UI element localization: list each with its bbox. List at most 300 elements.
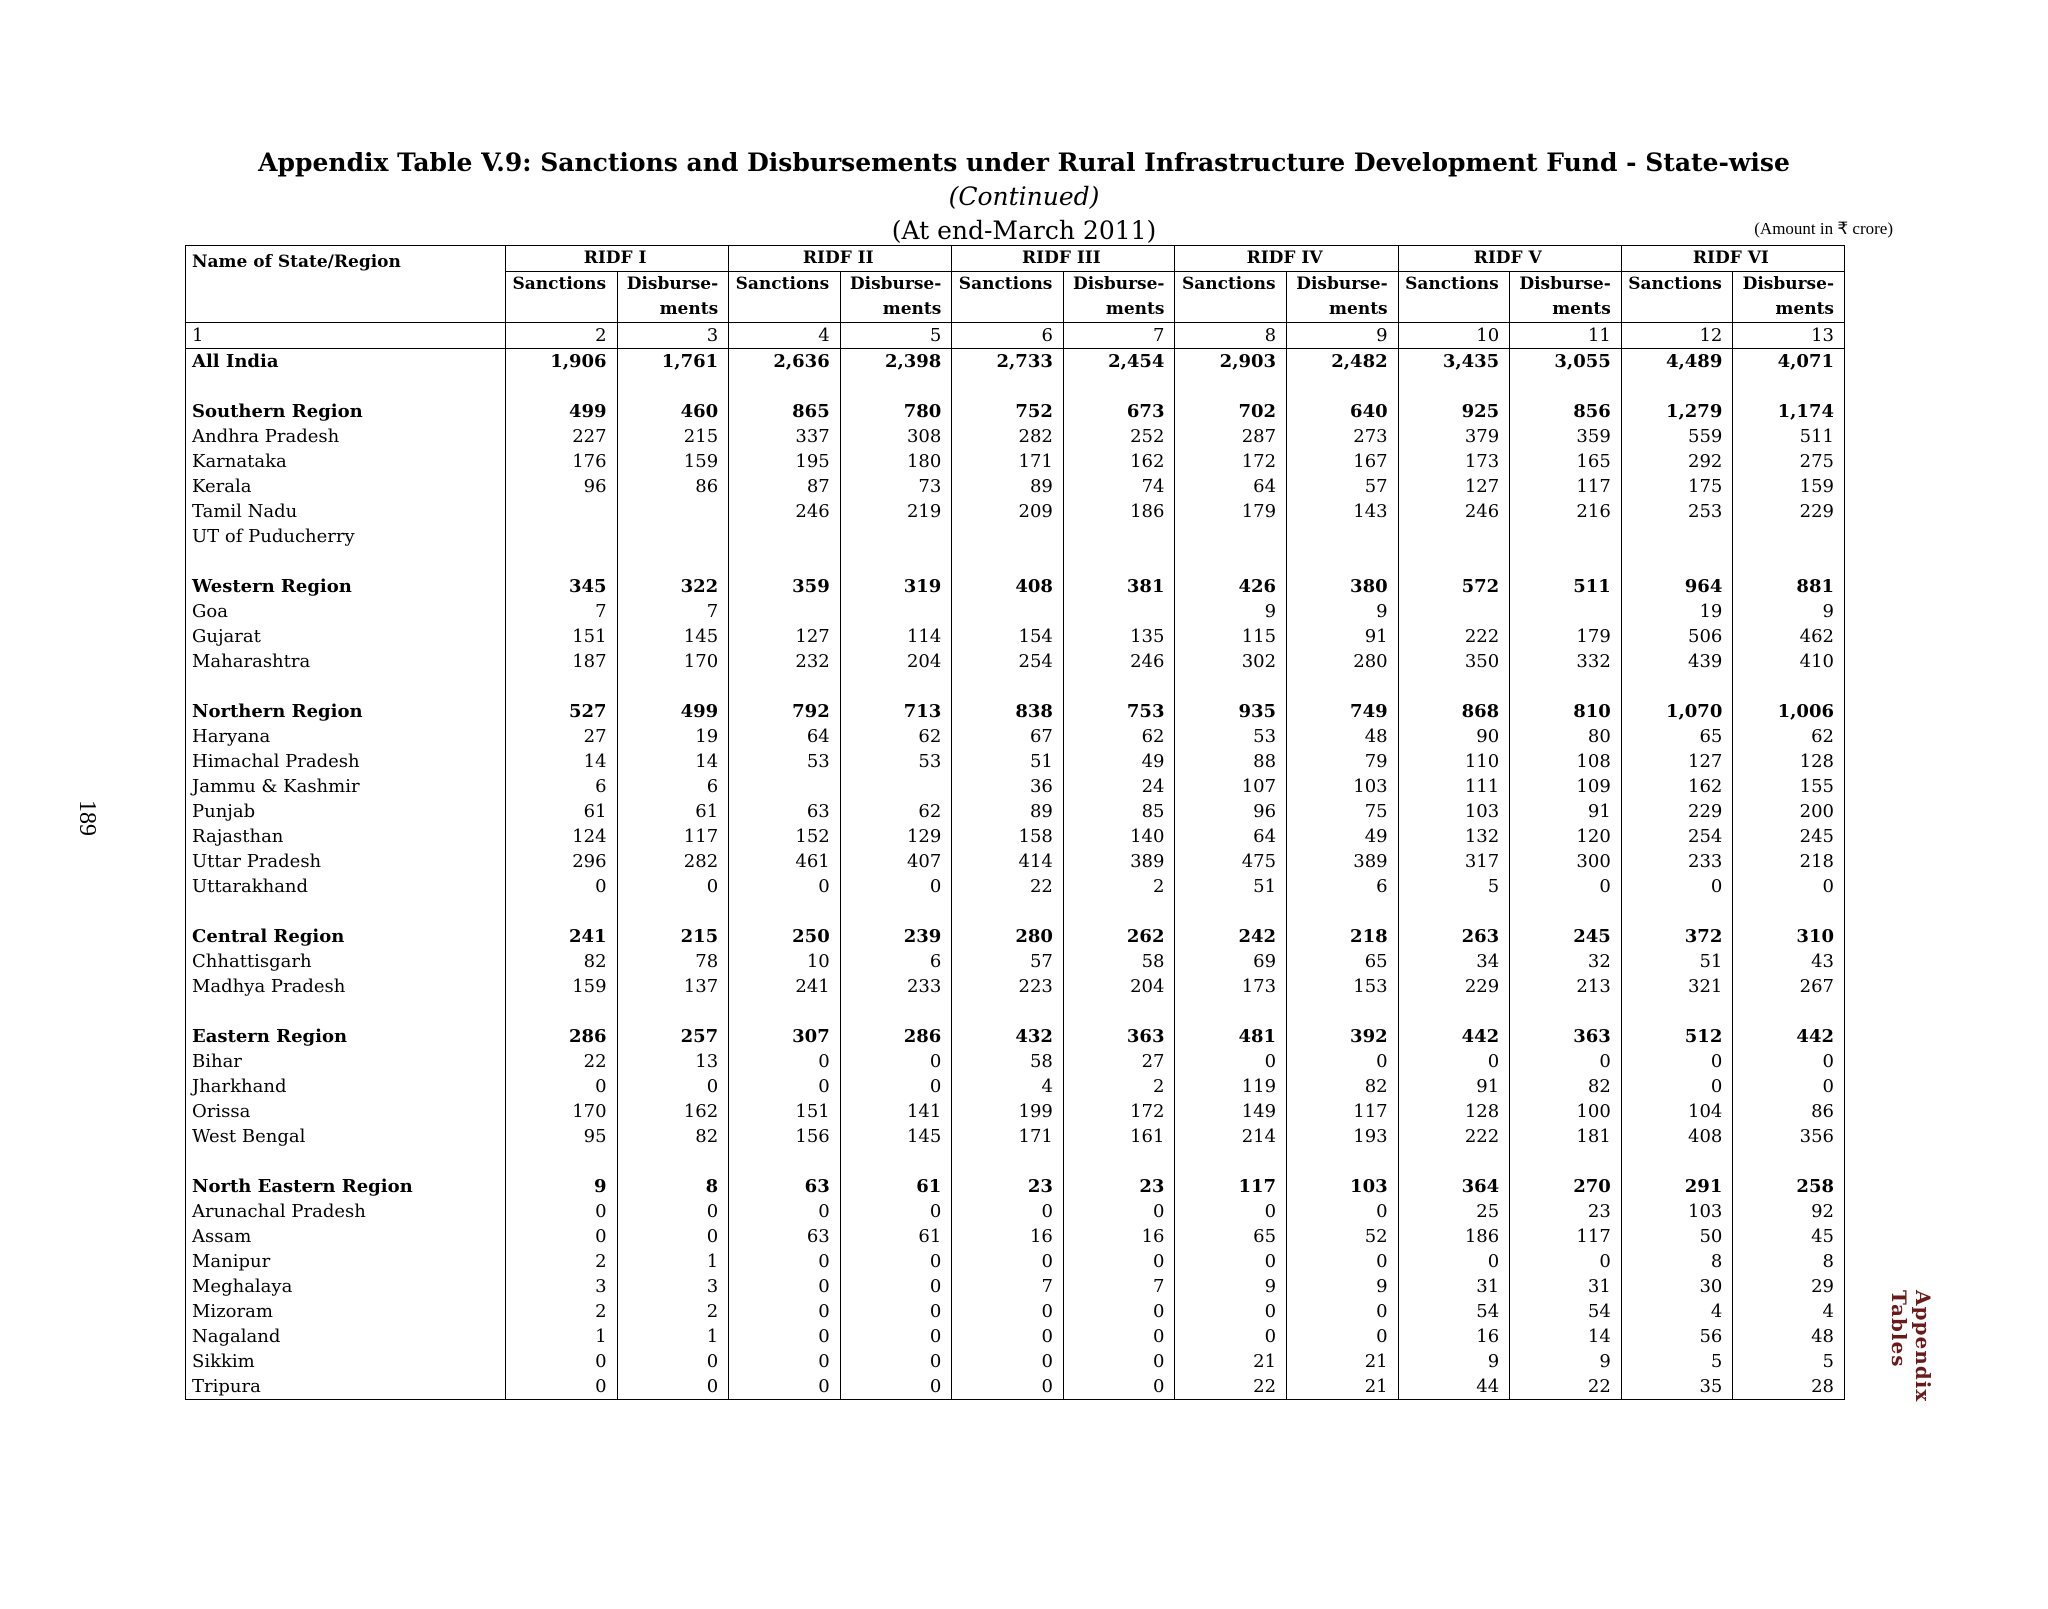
value-cell: 527 [506, 699, 618, 724]
value-cell: 245 [1510, 924, 1622, 949]
value-cell: 67 [952, 724, 1064, 749]
spacer-cell [1287, 374, 1399, 399]
value-cell: 159 [1733, 474, 1845, 499]
value-cell: 5 [1398, 874, 1510, 899]
value-cell: 6 [506, 774, 618, 799]
column-number: 6 [952, 323, 1064, 349]
value-cell: 135 [1063, 624, 1175, 649]
region-row [186, 699, 1845, 724]
value-cell: 173 [1175, 974, 1287, 999]
value-cell: 0 [729, 1249, 841, 1274]
value-cell: 103 [1621, 1199, 1733, 1224]
value-cell: 89 [952, 474, 1064, 499]
value-cell: 64 [729, 724, 841, 749]
value-cell: 0 [729, 1374, 841, 1400]
value-cell: 442 [1398, 1024, 1510, 1049]
value-cell: 86 [1733, 1099, 1845, 1124]
value-cell: 0 [840, 1249, 952, 1274]
state-row [186, 1249, 1845, 1274]
value-cell: 96 [506, 474, 618, 499]
value-cell: 408 [1621, 1124, 1733, 1149]
value-cell: 359 [729, 574, 841, 599]
value-cell: 95 [506, 1124, 618, 1149]
value-cell: 49 [1287, 824, 1399, 849]
value-cell: 0 [617, 1199, 729, 1224]
value-cell: 379 [1398, 424, 1510, 449]
spacer-cell [1063, 374, 1175, 399]
spacer-cell [186, 999, 506, 1024]
value-cell: 127 [729, 624, 841, 649]
value-cell: 3 [617, 1274, 729, 1299]
value-cell: 275 [1733, 449, 1845, 474]
value-cell: 4 [1621, 1299, 1733, 1324]
value-cell: 319 [840, 574, 952, 599]
value-cell: 62 [840, 724, 952, 749]
spacer-cell [1510, 1149, 1622, 1174]
value-cell: 120 [1510, 824, 1622, 849]
value-cell: 9 [1175, 1274, 1287, 1299]
value-cell: 512 [1621, 1024, 1733, 1049]
value-cell: 195 [729, 449, 841, 474]
value-cell: 0 [729, 1274, 841, 1299]
row-name: Uttar Pradesh [192, 851, 322, 872]
value-cell: 19 [617, 724, 729, 749]
value-cell: 302 [1175, 649, 1287, 674]
unit-note: (Amount in ₹ crore) [1754, 219, 1893, 238]
state-row [186, 724, 1845, 749]
value-cell: 749 [1287, 699, 1399, 724]
value-cell: 640 [1287, 399, 1399, 424]
value-cell: 8 [617, 1174, 729, 1199]
value-cell: 165 [1510, 449, 1622, 474]
value-cell: 296 [506, 849, 618, 874]
spacer-cell [506, 374, 618, 399]
spacer-cell [1063, 999, 1175, 1024]
value-cell: 0 [952, 1249, 1064, 1274]
spacer-cell [952, 899, 1064, 924]
page-number: 189 [74, 800, 100, 836]
value-cell: 0 [1175, 1324, 1287, 1349]
value-cell: 2,482 [1287, 349, 1399, 375]
value-cell: 856 [1510, 399, 1622, 424]
value-cell: 0 [1063, 1374, 1175, 1400]
value-cell: 91 [1287, 624, 1399, 649]
state-row [186, 1374, 1845, 1400]
value-cell: 0 [617, 1224, 729, 1249]
row-name: Uttarakhand [192, 876, 309, 897]
value-cell: 170 [617, 649, 729, 674]
value-cell [1063, 524, 1175, 549]
spacer-row [186, 899, 1845, 924]
value-cell: 250 [729, 924, 841, 949]
value-cell: 442 [1733, 1024, 1845, 1049]
region-row [186, 1024, 1845, 1049]
value-cell: 53 [840, 749, 952, 774]
value-cell: 219 [840, 499, 952, 524]
row-name: Karnataka [192, 451, 287, 472]
value-cell: 119 [1175, 1074, 1287, 1099]
value-cell: 53 [729, 749, 841, 774]
value-cell: 103 [1287, 774, 1399, 799]
value-cell: 350 [1398, 649, 1510, 674]
value-cell: 7 [506, 599, 618, 624]
value-cell: 152 [729, 824, 841, 849]
value-cell: 0 [729, 1299, 841, 1324]
row-name: Punjab [192, 801, 256, 822]
value-cell: 241 [729, 974, 841, 999]
value-cell: 0 [1398, 1249, 1510, 1274]
region-row [186, 399, 1845, 424]
value-cell: 0 [729, 1074, 841, 1099]
value-cell: 0 [1063, 1299, 1175, 1324]
spacer-cell [952, 674, 1064, 699]
value-cell: 24 [1063, 774, 1175, 799]
value-cell: 258 [1733, 1174, 1845, 1199]
value-cell: 200 [1733, 799, 1845, 824]
value-cell: 154 [952, 624, 1064, 649]
sanctions-header: Sanctions [506, 272, 618, 323]
value-cell: 0 [729, 1349, 841, 1374]
value-cell: 28 [1733, 1374, 1845, 1400]
value-cell: 64 [1175, 474, 1287, 499]
disbursements-header-line2: ments [1329, 299, 1388, 319]
value-cell: 414 [952, 849, 1064, 874]
value-cell: 0 [840, 1299, 952, 1324]
spacer-cell [1287, 674, 1399, 699]
value-cell: 2,903 [1175, 349, 1287, 375]
value-cell: 506 [1621, 624, 1733, 649]
value-cell: 559 [1621, 424, 1733, 449]
value-cell: 170 [506, 1099, 618, 1124]
state-row [186, 1049, 1845, 1074]
row-name: Tamil Nadu [192, 501, 298, 522]
value-cell: 229 [1733, 499, 1845, 524]
value-cell: 865 [729, 399, 841, 424]
value-cell: 162 [1063, 449, 1175, 474]
value-cell: 6 [840, 949, 952, 974]
spacer-cell [729, 374, 841, 399]
value-cell: 0 [1621, 1074, 1733, 1099]
value-cell: 0 [729, 1049, 841, 1074]
value-cell: 222 [1398, 1124, 1510, 1149]
value-cell: 0 [840, 1274, 952, 1299]
value-cell: 2,636 [729, 349, 841, 375]
spacer-cell [1287, 899, 1399, 924]
row-name: Southern Region [192, 401, 363, 422]
value-cell: 180 [840, 449, 952, 474]
page-subtitle: (At end-March 2011) [891, 216, 1157, 245]
row-name: Rajasthan [192, 826, 284, 847]
value-cell [1510, 599, 1622, 624]
state-row [186, 1324, 1845, 1349]
row-name: Goa [192, 601, 228, 622]
value-cell [952, 599, 1064, 624]
value-cell: 286 [506, 1024, 618, 1049]
value-cell: 0 [1510, 1049, 1622, 1074]
state-row [186, 624, 1845, 649]
value-cell: 345 [506, 574, 618, 599]
value-cell: 2 [506, 1249, 618, 1274]
disbursements-header-line1: Disburse- [1296, 274, 1388, 294]
spacer-cell [617, 899, 729, 924]
value-cell: 172 [1175, 449, 1287, 474]
row-name: North Eastern Region [192, 1176, 413, 1197]
value-cell: 44 [1398, 1374, 1510, 1400]
page-title [184, 146, 1864, 214]
value-cell: 363 [1063, 1024, 1175, 1049]
value-cell: 78 [617, 949, 729, 974]
value-cell: 218 [1287, 924, 1399, 949]
value-cell: 63 [729, 799, 841, 824]
spacer-cell [617, 1149, 729, 1174]
value-cell: 89 [952, 799, 1064, 824]
value-cell: 273 [1287, 424, 1399, 449]
value-cell: 262 [1063, 924, 1175, 949]
spacer-cell [1510, 674, 1622, 699]
spacer-row [186, 674, 1845, 699]
value-cell: 381 [1063, 574, 1175, 599]
spacer-cell [617, 549, 729, 574]
disbursements-header [1733, 272, 1845, 323]
value-cell: 19 [1621, 599, 1733, 624]
value-cell: 2 [1063, 1074, 1175, 1099]
value-cell: 292 [1621, 449, 1733, 474]
value-cell: 53 [1175, 724, 1287, 749]
column-number: 7 [1063, 323, 1175, 349]
value-cell: 10 [729, 949, 841, 974]
value-cell: 363 [1510, 1024, 1622, 1049]
value-cell: 57 [952, 949, 1064, 974]
value-cell: 0 [506, 1074, 618, 1099]
row-name: Jharkhand [192, 1076, 287, 1097]
value-cell: 0 [1398, 1049, 1510, 1074]
value-cell: 61 [506, 799, 618, 824]
value-cell: 0 [729, 1324, 841, 1349]
spacer-cell [1175, 549, 1287, 574]
value-cell [1175, 524, 1287, 549]
value-cell [1063, 599, 1175, 624]
value-cell: 25 [1398, 1199, 1510, 1224]
spacer-cell [952, 999, 1064, 1024]
value-cell: 4,489 [1621, 349, 1733, 375]
value-cell: 21 [1287, 1374, 1399, 1400]
disbursements-header [840, 272, 952, 323]
disbursements-header [1287, 272, 1399, 323]
row-name: Kerala [192, 476, 252, 497]
value-cell [729, 524, 841, 549]
value-cell: 229 [1398, 974, 1510, 999]
value-cell: 439 [1621, 649, 1733, 674]
value-cell: 1,906 [506, 349, 618, 375]
value-cell: 2 [617, 1299, 729, 1324]
spacer-cell [1621, 374, 1733, 399]
value-cell: 16 [952, 1224, 1064, 1249]
spacer-cell [840, 674, 952, 699]
value-cell: 128 [1733, 749, 1845, 774]
value-cell: 511 [1733, 424, 1845, 449]
value-cell: 222 [1398, 624, 1510, 649]
value-cell: 3,435 [1398, 349, 1510, 375]
state-row [186, 749, 1845, 774]
value-cell: 0 [1287, 1249, 1399, 1274]
region-row [186, 349, 1845, 375]
disbursements-header-line1: Disburse- [626, 274, 719, 294]
spacer-cell [840, 999, 952, 1024]
row-name: Haryana [192, 726, 271, 747]
value-cell: 117 [1510, 1224, 1622, 1249]
value-cell: 63 [729, 1174, 841, 1199]
value-cell: 253 [1621, 499, 1733, 524]
value-cell: 246 [1398, 499, 1510, 524]
state-row [186, 849, 1845, 874]
spacer-cell [186, 674, 506, 699]
value-cell: 475 [1175, 849, 1287, 874]
value-cell: 91 [1398, 1074, 1510, 1099]
spacer-cell [952, 374, 1064, 399]
column-number: 1 [186, 323, 506, 349]
state-row [186, 1349, 1845, 1374]
value-cell: 51 [1175, 874, 1287, 899]
value-cell: 9 [1287, 599, 1399, 624]
value-cell: 36 [952, 774, 1064, 799]
state-row [186, 1224, 1845, 1249]
value-cell: 4 [952, 1074, 1064, 1099]
value-cell: 162 [617, 1099, 729, 1124]
value-cell: 408 [952, 574, 1064, 599]
spacer-cell [1621, 1149, 1733, 1174]
value-cell: 0 [840, 1074, 952, 1099]
value-cell: 145 [617, 624, 729, 649]
spacer-cell [840, 374, 952, 399]
value-cell: 23 [1063, 1174, 1175, 1199]
value-cell: 62 [1063, 724, 1175, 749]
disbursements-header-line1: Disburse- [849, 274, 942, 294]
value-cell: 127 [1621, 749, 1733, 774]
value-cell: 186 [1398, 1224, 1510, 1249]
value-cell: 22 [1175, 1374, 1287, 1400]
row-name: Central Region [192, 926, 345, 947]
value-cell: 0 [840, 1049, 952, 1074]
value-cell: 0 [617, 1349, 729, 1374]
value-cell: 9 [1398, 1349, 1510, 1374]
row-name: Northern Region [192, 701, 363, 722]
value-cell: 2,733 [952, 349, 1064, 375]
value-cell: 356 [1733, 1124, 1845, 1149]
value-cell: 461 [729, 849, 841, 874]
spacer-cell [506, 549, 618, 574]
value-cell: 34 [1398, 949, 1510, 974]
value-cell: 74 [1063, 474, 1175, 499]
disbursements-header-line2: ments [659, 299, 719, 319]
side-section-label: Appendix Tables [1887, 1290, 1935, 1403]
value-cell: 176 [506, 449, 618, 474]
value-cell [1733, 524, 1845, 549]
state-row [186, 949, 1845, 974]
row-name: West Bengal [192, 1126, 306, 1147]
state-row [186, 824, 1845, 849]
value-cell: 232 [729, 649, 841, 674]
value-cell: 199 [952, 1099, 1064, 1124]
spacer-cell [729, 899, 841, 924]
value-cell: 61 [840, 1174, 952, 1199]
disbursements-header-line2: ments [1552, 299, 1611, 319]
value-cell: 29 [1733, 1274, 1845, 1299]
data-table [185, 245, 1845, 1400]
value-cell: 137 [617, 974, 729, 999]
sanctions-header: Sanctions [1621, 272, 1733, 323]
value-cell: 62 [840, 799, 952, 824]
column-number-row [186, 323, 1845, 349]
value-cell: 0 [840, 1324, 952, 1349]
value-cell: 64 [1175, 824, 1287, 849]
value-cell: 0 [617, 1074, 729, 1099]
value-cell: 4 [1733, 1299, 1845, 1324]
value-cell: 257 [617, 1024, 729, 1049]
spacer-row [186, 374, 1845, 399]
value-cell: 0 [729, 874, 841, 899]
value-cell [840, 774, 952, 799]
value-cell: 75 [1287, 799, 1399, 824]
value-cell: 91 [1510, 799, 1622, 824]
spacer-cell [186, 549, 506, 574]
spacer-cell [1398, 1149, 1510, 1174]
value-cell: 171 [952, 1124, 1064, 1149]
value-cell: 14 [617, 749, 729, 774]
value-cell: 8 [1733, 1249, 1845, 1274]
value-cell: 287 [1175, 424, 1287, 449]
value-cell: 282 [617, 849, 729, 874]
value-cell: 1 [617, 1324, 729, 1349]
value-cell: 31 [1510, 1274, 1622, 1299]
value-cell: 218 [1733, 849, 1845, 874]
value-cell: 82 [506, 949, 618, 974]
value-cell: 0 [1733, 1049, 1845, 1074]
value-cell: 143 [1287, 499, 1399, 524]
state-row [186, 1124, 1845, 1149]
value-cell: 511 [1510, 574, 1622, 599]
state-row [186, 424, 1845, 449]
disbursements-header-line1: Disburse- [1519, 274, 1611, 294]
value-cell: 153 [1287, 974, 1399, 999]
value-cell: 9 [1733, 599, 1845, 624]
spacer-cell [1398, 999, 1510, 1024]
value-cell: 372 [1621, 924, 1733, 949]
table-header [186, 246, 1845, 349]
value-cell: 27 [506, 724, 618, 749]
value-cell: 73 [840, 474, 952, 499]
value-cell: 242 [1175, 924, 1287, 949]
value-cell: 159 [617, 449, 729, 474]
value-cell: 132 [1398, 824, 1510, 849]
value-cell: 69 [1175, 949, 1287, 974]
spacer-cell [729, 549, 841, 574]
value-cell [952, 524, 1064, 549]
value-cell: 300 [1510, 849, 1622, 874]
value-cell: 0 [952, 1299, 1064, 1324]
sanctions-header: Sanctions [952, 272, 1064, 323]
region-row [186, 574, 1845, 599]
value-cell: 149 [1175, 1099, 1287, 1124]
value-cell: 0 [952, 1349, 1064, 1374]
value-cell: 151 [729, 1099, 841, 1124]
value-cell: 61 [617, 799, 729, 824]
value-cell: 0 [1063, 1324, 1175, 1349]
value-cell: 186 [1063, 499, 1175, 524]
value-cell: 0 [1175, 1199, 1287, 1224]
value-cell: 65 [1287, 949, 1399, 974]
value-cell: 702 [1175, 399, 1287, 424]
column-number: 3 [617, 323, 729, 349]
